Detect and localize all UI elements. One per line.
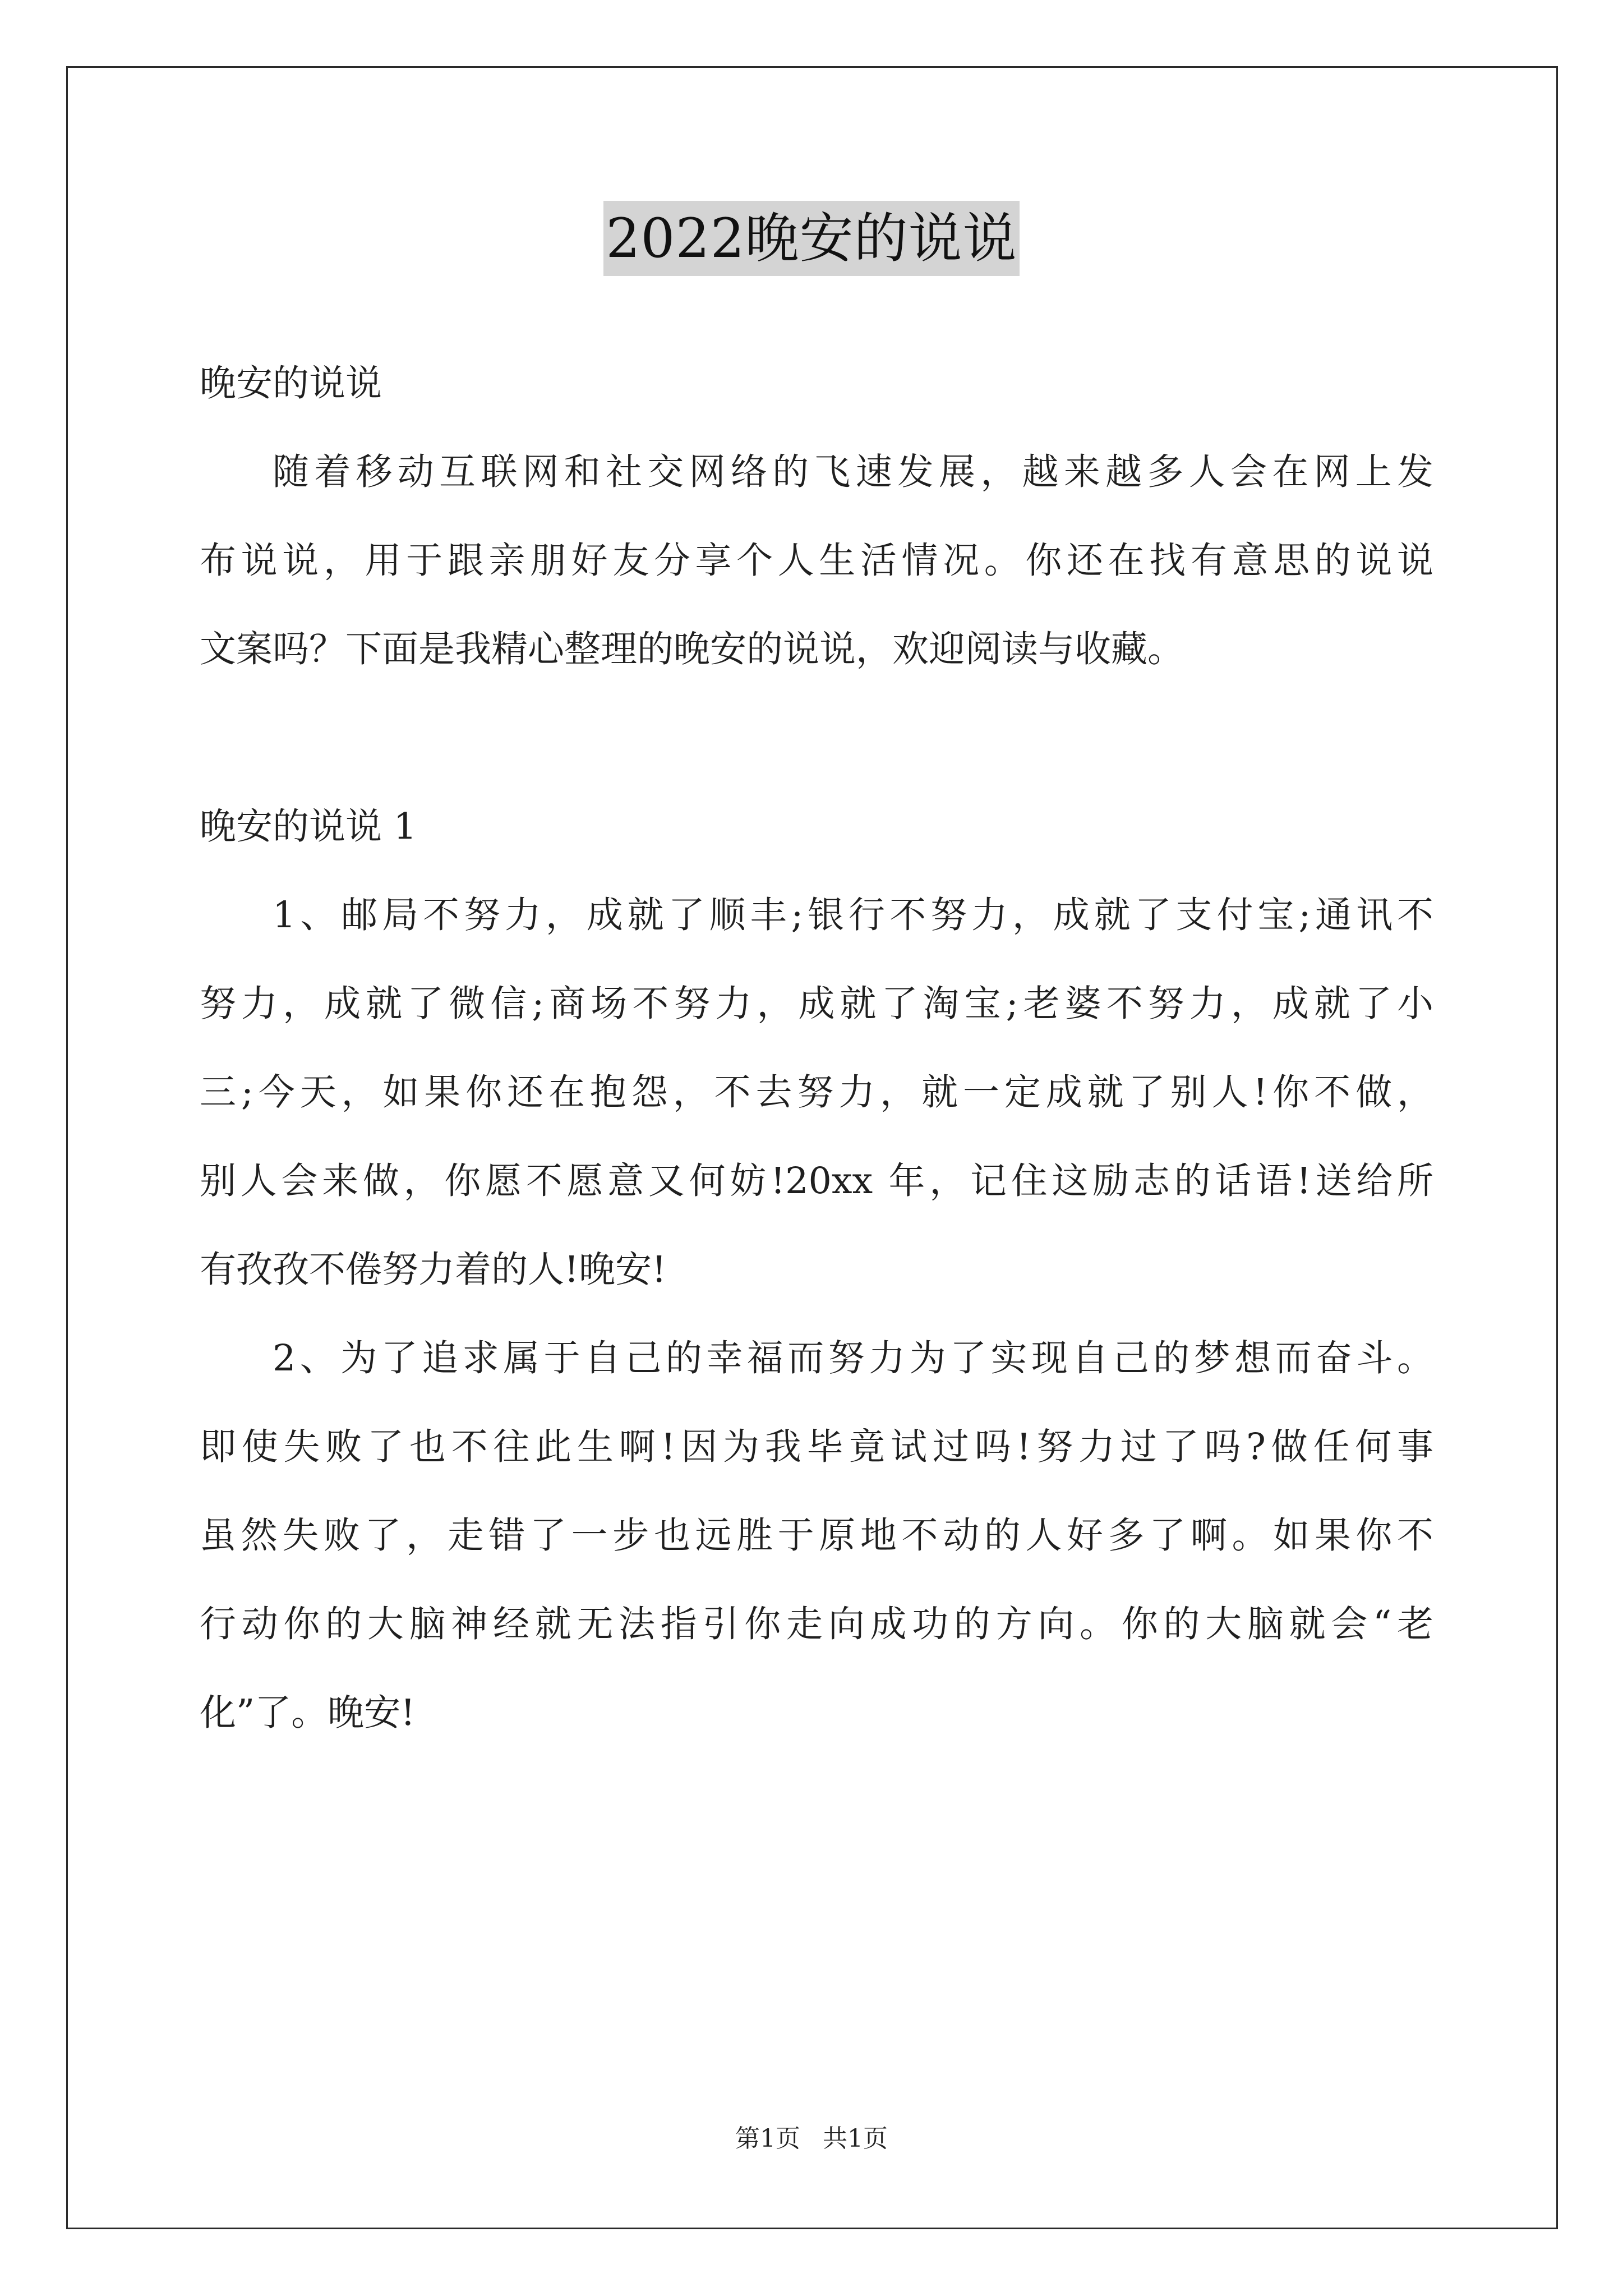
item2-line: 虽然失败了，走错了一步也远胜于原地不动的人好多了啊。如果你不 (200, 1515, 1433, 1557)
item2-line: 化”了。晚安! (200, 1692, 416, 1734)
item2-line: 即使失败了也不往此生啊!因为我毕竟试过吗!努力过了吗?做任何事 (200, 1426, 1433, 1468)
document-title: 2022晚安的说说 (603, 201, 1019, 276)
page-footer (0, 2118, 1623, 2154)
heading: 晚安的说说 (200, 362, 382, 404)
page-number: 第1页 (735, 2124, 800, 2153)
item1-line: 别人会来做，你愿不愿意又何妨!20xx 年，记住这励志的话语!送给所 (200, 1160, 1433, 1202)
page-total: 共1页 (823, 2124, 888, 2153)
item1-line: 1、邮局不努力，成就了顺丰;银行不努力，成就了支付宝;通讯不 (273, 894, 1433, 936)
section-heading: 晚安的说说 1 (200, 806, 417, 848)
intro-line: 文案吗？下面是我精心整理的晚安的说说，欢迎阅读与收藏。 (200, 628, 1184, 670)
document-body (200, 339, 1433, 1757)
intro-line: 随着移动互联网和社交网络的飞速发展，越来越多人会在网上发 (273, 451, 1433, 493)
item2-line: 行动你的大脑神经就无法指引你走向成功的方向。你的大脑就会“老 (200, 1603, 1433, 1645)
title-wrap (0, 201, 1623, 276)
item1-line: 努力，成就了微信;商场不努力，成就了淘宝;老婆不努力，成就了小 (200, 983, 1433, 1025)
item1-line: 三;今天，如果你还在抱怨，不去努力，就一定成就了别人!你不做， (200, 1071, 1433, 1114)
intro-line: 布说说，用于跟亲朋好友分享个人生活情况。你还在找有意思的说说 (200, 540, 1433, 582)
item1-line: 有孜孜不倦努力着的人!晚安! (200, 1249, 667, 1291)
item2-line: 2、为了追求属于自己的幸福而努力为了实现自己的梦想而奋斗。 (273, 1337, 1433, 1379)
blank-line (200, 694, 1433, 783)
